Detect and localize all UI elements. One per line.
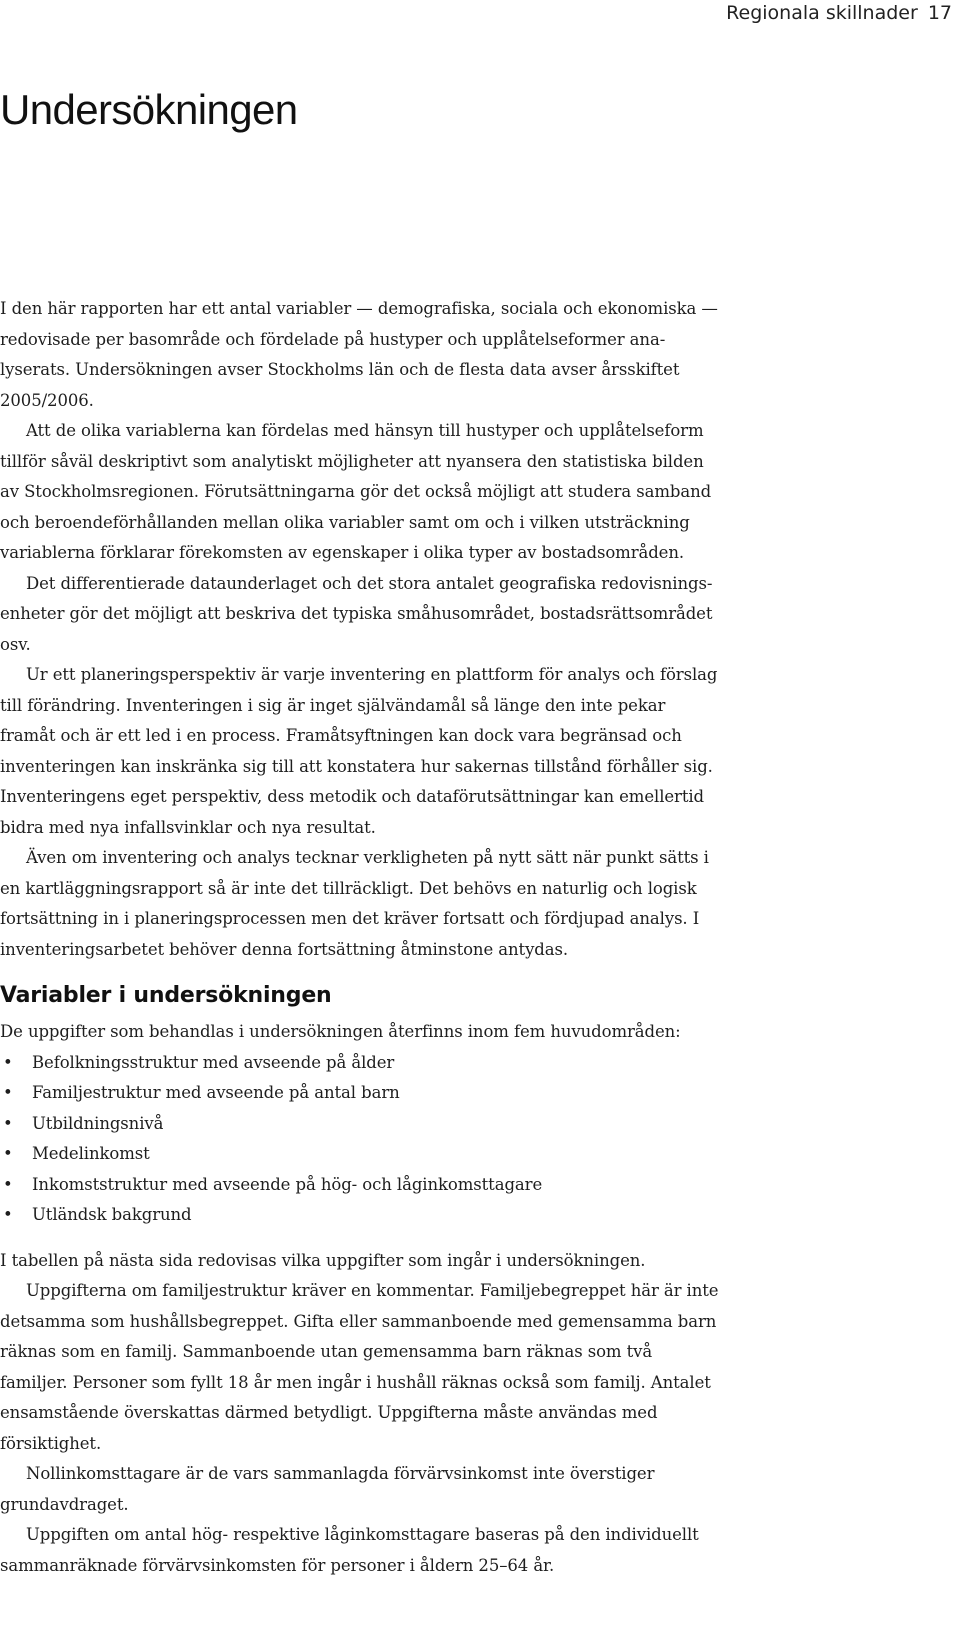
list-item: [0, 1078, 720, 1109]
list-item-text: Befolkningsstruktur med avseende på ålder: [32, 1052, 395, 1072]
list-item-text: Familjestruktur med avseende på antal barn: [32, 1083, 400, 1102]
body-text: [0, 294, 720, 1581]
bullet-icon: •: [3, 1083, 13, 1102]
list-item: [0, 1109, 720, 1140]
bullet-icon: •: [3, 1174, 13, 1194]
list-item-text: Utbildningsnivå: [32, 1113, 164, 1133]
running-header: [726, 0, 952, 26]
list-item-text: Inkomststruktur med avseende på hög- och låginkomsttagare: [32, 1174, 543, 1194]
section-heading: Variabler i undersökningen: [0, 983, 332, 1008]
paragraph: Det differentierade dataunderlaget och det stora antalet geografiska redovisningsenheter gör det möjligt att beskriva det typiska småhusområdet, bostadsrättsområdet osv.: [0, 573, 713, 654]
list-item: [0, 1139, 720, 1170]
page-title: Undersökningen: [0, 86, 298, 133]
list-item-text: Medelinkomst: [32, 1144, 150, 1163]
bullet-icon: •: [3, 1113, 13, 1133]
list-item: [0, 1048, 720, 1079]
bullet-icon: •: [3, 1052, 13, 1072]
paragraph: Även om inventering och analys tecknar verkligheten på nytt sätt när punkt sätts i en kartläggningsrapport så är inte det tillräckligt. Det behövs en naturlig och logisk fortsättning in i planeringsprocessen men det kräver fortsatt och fördjupad analys. I inventeringsarbetet behöver denna fortsättning åtminstone antydas.: [0, 848, 709, 959]
paragraph: Ur ett planeringsperspektiv är varje inventering en plattform för analys och förslag till förändring. Inventeringen i sig är inget självändamål så länge den inte pekar framåt och är ett led i en process. Framåtsyftningen kan dock vara begränsad och inventeringen kan inskränka sig till att konstatera hur sakernas tillstånd förhåller sig. Inventeringens eget perspektiv, dess metodik och dataförutsättningar kan emellertid bidra med nya infallsvinklar och nya resultat.: [0, 665, 718, 837]
paragraph-intro: I den här rapporten har ett antal variabler — demografiska, sociala och ekonomiska — redovisade per basområde och fördelade på hustyper och upplåtelseformer analyserats. Undersökningen avser Stockholms län och de flesta data avser årsskiftet 2005/2006.: [0, 299, 718, 410]
page-number: 17: [927, 2, 952, 24]
section-paragraph: Nollinkomsttagare är de vars sammanlagda förvärvsinkomst inte överstiger grundavdraget.: [0, 1464, 655, 1514]
bullet-icon: •: [3, 1144, 13, 1163]
list-item-text: Utländsk bakgrund: [32, 1205, 192, 1224]
paragraph: Att de olika variablerna kan fördelas med hänsyn till hustyper och upplåtelseform tillför såväl deskriptivt som analytiskt möjligheter att nyansera den statistiska bilden av Stockholmsregionen. Förutsättningarna gör det också möjligt att studera samband och beroendeförhållanden mellan olika variabler samt om och i vilken utsträckning variablerna förklarar förekomsten av egenskaper i olika typer av bostadsområden.: [0, 421, 712, 562]
running-header-section: Regionala skillnader: [726, 2, 918, 24]
section-paragraph: I tabellen på nästa sida redovisas vilka uppgifter som ingår i undersökningen.: [0, 1250, 646, 1270]
list-item: [0, 1170, 720, 1201]
bullet-list: [0, 1048, 720, 1231]
section-paragraph: Uppgifterna om familjestruktur kräver en kommentar. Familjebegreppet här är inte detsamma som hushållsbegreppet. Gifta eller sammanboende med gemensamma barn räknas som en familj. Sammanboende utan gemensamma barn räknas som två familjer. Personer som fyllt 18 år men ingår i hushåll räknas också som familj. Antalet ensamstående överskattas därmed betydligt. Uppgifterna måste användas med försiktighet.: [0, 1281, 719, 1453]
section-intro: De uppgifter som behandlas i undersökningen återfinns inom fem huvudområden:: [0, 1022, 681, 1041]
list-item: [0, 1200, 720, 1231]
section-paragraph: Uppgiften om antal hög- respektive låginkomsttagare baseras på den individuellt sammanräknade förvärvsinkomsten för personer i åldern 25–64 år.: [0, 1525, 699, 1575]
bullet-icon: •: [3, 1205, 13, 1224]
